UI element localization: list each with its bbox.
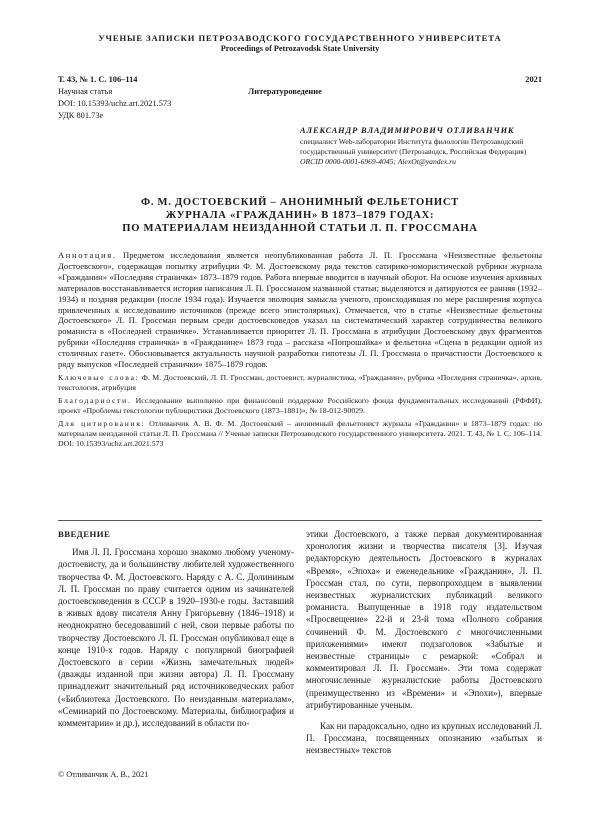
year: 2021 — [525, 75, 542, 84]
abstract-text: Предметом исследования является неопубликованная работа Л. П. Гроссмана «Неизвестные фельетоны Достоевского», содержащая попытку атрибуции Ф. М. Достоевскому ряда текстов сатирико-юмористической рубрики журнала «Гражданин» «Последняя страничка» 1873–1879 годов. Работа впервые вводится в научный оборот. На основе изучения архивных материалов восстанавливается история написания Л. П. Гроссманом названной статьи; выделяются и датируются ее ранняя (1932–1934) и поздняя редакции (после 1934 года). Изучается эволюция замысла ученого, происходившая по мере расширения корпуса привлеченных к исследованию источников (прежде всего эпистолярных). Отмечается, что в статье «Неизвестные фельетоны Достоевского» Л. П. Гроссман первым среди достоевсковедов указал на систематический характер сотрудничества великого романиста в «Последней страничке». Устанавливается приоритет Л. П. Гроссмана в атрибуции Достоевскому двух фрагментов рубрики «Последняя страничка» в «Гражданине» 1873 года – рассказа «Попрошайка» и фельетона «Сцена в редакции одной из столичных газет». Обосновывается актуальность научной разработки гипотезы Л. П. Гроссмана о причастности Достоевского к ряду выпусков «Последней странички» 1875–1879 годов. — [58, 250, 542, 370]
volume-info: Т. 43, № 1. С. 106–114 — [58, 75, 138, 84]
title-line-2: ЖУРНАЛА «ГРАЖДАНИН» В 1873–1879 ГОДАХ: — [165, 210, 435, 222]
author-block — [300, 126, 542, 168]
body-paragraph: этики Достоевского, а также первая документированная хронология жизни и творчества писателя [3]. Изучая редакторскую деятельность Достоевского в журналах «Время», «Эпоха» и еженедельнике «Гражданин», Л. П. Гроссман стал, по сути, первопроходцем в выявлении неизвестных журналистских публикаций великого романиста. Выпущенные в 1918 году издательством «Просвещение» 22-й и 23-й тома «Полного собрания сочинений Ф. М. Достоевского с многочисленными приложениями» имеют подзаголовок «Забытые и неизвестные страницы» с ремаркой: «Собрал и комментировал Л. П. Гроссман». Эти тома содержат многочисленные журналистские работы Достоевского (преимущественно из «Времени» и «Эпохи»), впервые атрибутированные ученым. — [306, 529, 542, 710]
keywords: Ф. М. Достоевский, Л. П. Гроссман, достоевист, журналистика, «Гражданин», рубрика «Последняя страничка», архив, текстология, атрибуция — [58, 372, 542, 392]
body-column-right — [306, 528, 542, 757]
journal-name-ru: УЧЕНЫЕ ЗАПИСКИ ПЕТРОЗАВОДСКОГО ГОСУДАРСТВЕННОГО УНИВЕРСИТЕТА — [98, 33, 502, 43]
abstract-block — [58, 250, 542, 450]
abstract-label: Аннотация. — [58, 250, 117, 260]
body-paragraph: Имя Л. П. Гроссмана хорошо знакомо любому ученому-достоевисту, да и большинству любителей художественного творчества Ф. М. Достоевского. Наряду с А. С. Долининым Л. П. Гроссман по праву считается одним из зачинателей достоевсковедения в СССР в 1920–1930-е годы. Заставший в живых вдову писателя Анну Григорьевну (1846–1918) и неоднократно беседовавший с ней, свои первые работы по творчеству Достоевского Л. П. Гроссман опубликовал еще в конце 1910-х годов. Наряду с популярной биографией Достоевского в серии «Жизнь замечательных людей» (дважды изданной при жизни автора) Л. П. Гроссману принадлежит значительный ряд источниковедческих работ («Библиотека Достоевского. По неизданным материалам», «Семинарий по Достоевскому. Материалы, библиография и комментарии» и др.), исследований в области по- — [58, 547, 294, 729]
keywords-label: Ключевые слова: — [58, 372, 140, 382]
citation-label: Для цитирования: — [58, 418, 146, 428]
copyright-notice: © Отливанчик А. В., 2021 — [58, 770, 149, 779]
title-line-1: Ф. М. ДОСТОЕВСКИЙ – АНОНИМНЫЙ ФЕЛЬЕТОНИСТ — [141, 197, 459, 208]
section-divider — [58, 520, 542, 521]
intro-heading: ВВЕДЕНИЕ — [58, 529, 111, 539]
acknowledgements: Исследование выполнено при финансовой поддержке Российского фонда фундаментальных исследований (РФФИ), проект «Проблемы текстологии публицистики Достоевского (1873–1881)», № 18-012-90029. — [58, 395, 542, 415]
citation: Отливанчик А. В. Ф. М. Достоевский – анонимный фельетонист журнала «Гражданин» в 1873–1879 годах: по материалам неизданной статьи Л. П. Гроссмана // Ученые записки Петрозаводского государственного университета. 2021. Т. 43, № 1. С. 106–114. DOI: 10.15393/uchz.art.2021.573 — [58, 418, 543, 448]
author-orcid: ORCID 0000-0001-6969-4045; AlexOt@yandex.ru — [300, 157, 456, 167]
doi: DOI: 10.15393/uchz.art.2021.573 — [58, 99, 172, 108]
body-column-left — [58, 528, 294, 729]
article-type: Научная статья — [58, 87, 113, 96]
journal-name-en: Proceedings of Petrozavodsk State University — [220, 44, 380, 53]
journal-header — [0, 33, 600, 53]
article-title — [58, 196, 542, 236]
acknowledgements-label: Благодарности. — [58, 395, 132, 405]
article-meta — [58, 74, 542, 122]
body-paragraph: Как ни парадоксально, одно из крупных исследований Л. П. Гроссмана, посвященных опознанию «забытых и неизвестных» текстов — [306, 721, 542, 756]
udk: УДК 801.73е — [58, 111, 104, 120]
section-name: Литературоведение — [248, 87, 322, 96]
author-affiliation: специалист Web-лаборатории Института филологии Петрозаводский государственный университет (Петрозаводск, Российская Федерация) — [300, 137, 527, 157]
title-line-3: ПО МАТЕРИАЛАМ НЕИЗДАННОЙ СТАТЬИ Л. П. ГРОССМАНА — [122, 223, 478, 235]
author-name: АЛЕКСАНДР ВЛАДИМИРОВИЧ ОТЛИВАНЧИК — [300, 126, 515, 135]
